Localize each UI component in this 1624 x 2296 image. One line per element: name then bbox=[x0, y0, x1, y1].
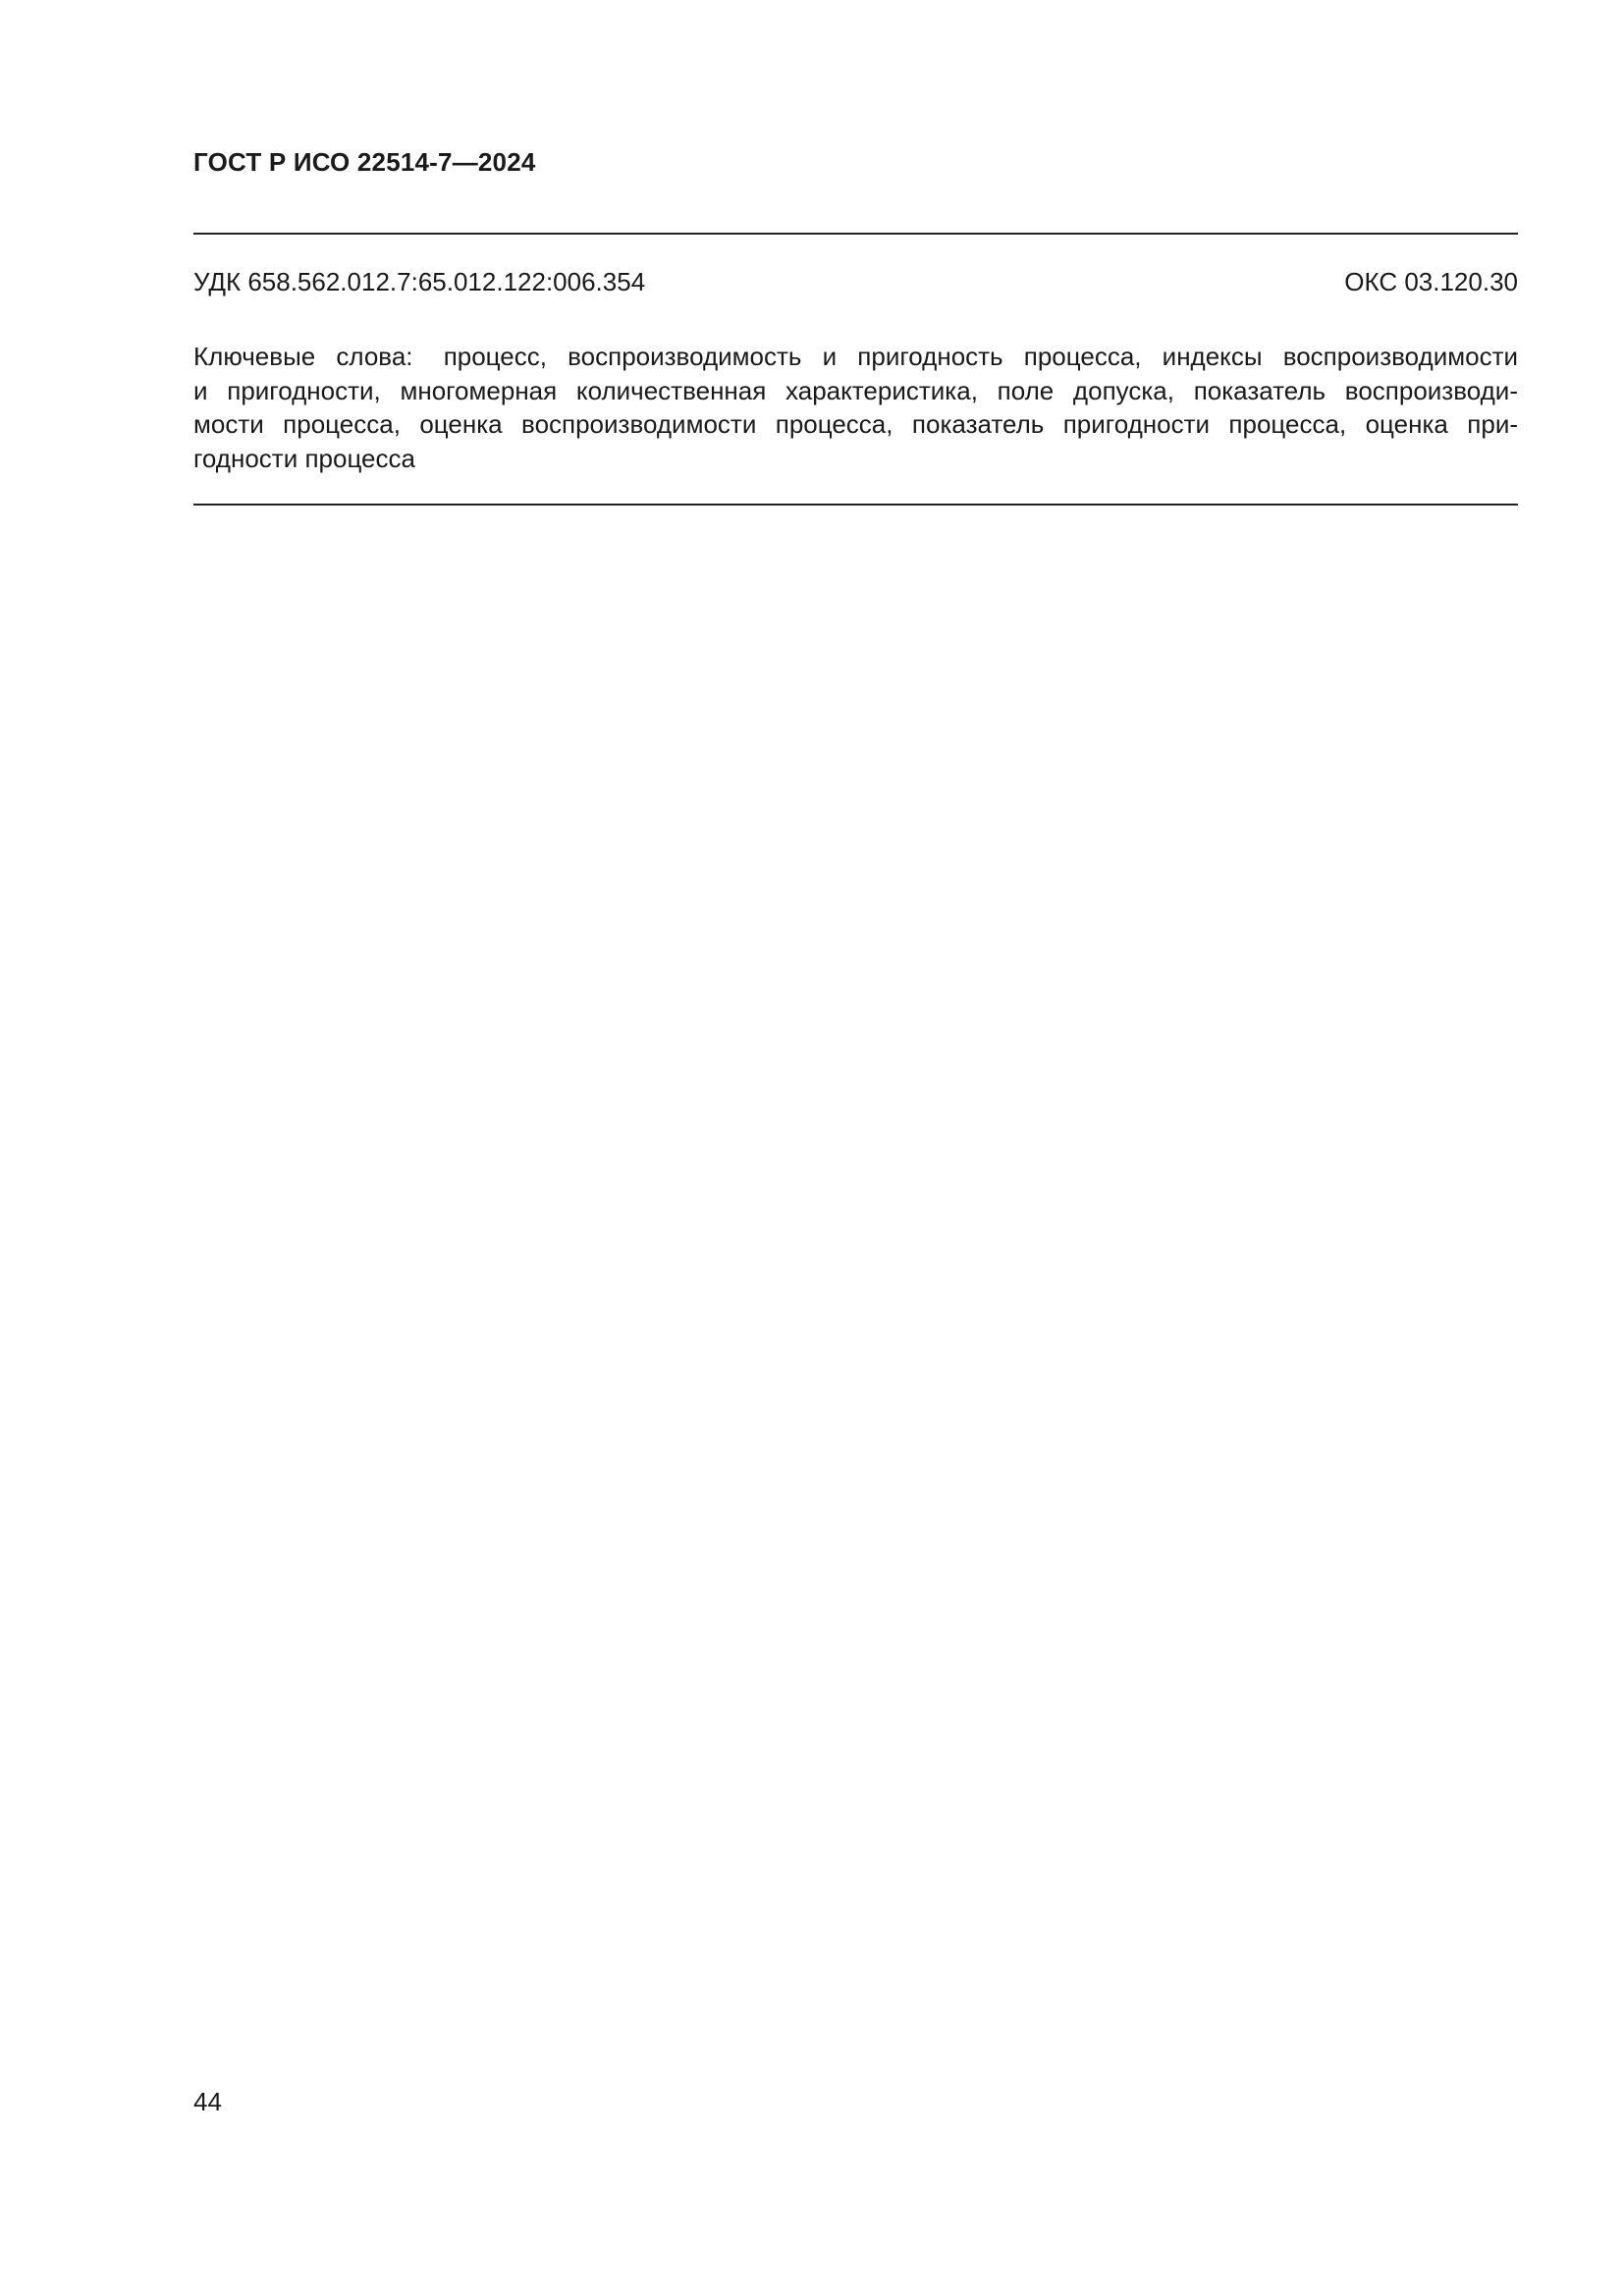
bottom-divider bbox=[193, 504, 1518, 506]
udk-code: УДК 658.562.012.7:65.012.122:006.354 bbox=[193, 267, 646, 296]
keywords-text: процесс, воспроизводимость и пригодность процесса, индексы воспроизводимости bbox=[443, 342, 1518, 371]
keywords-label: Ключевые слова: bbox=[193, 342, 413, 371]
keywords-line bbox=[193, 340, 1518, 374]
keywords-line: мости процесса, оценка воспроизводимости процесса, показатель пригодности процесса, оценка при- bbox=[193, 409, 1518, 439]
standard-code-header: ГОСТ Р ИСО 22514-7—2024 bbox=[193, 147, 536, 177]
keywords-line: годности процесса bbox=[193, 443, 415, 473]
oks-code: ОКС 03.120.30 bbox=[1344, 267, 1518, 296]
classification-row bbox=[193, 267, 1518, 297]
keywords-line: и пригодности, многомерная количественная характеристика, поле допуска, показатель воспроизводи- bbox=[193, 375, 1518, 405]
keywords-block bbox=[193, 340, 1518, 475]
top-divider bbox=[193, 233, 1518, 235]
page-number: 44 bbox=[193, 2087, 222, 2116]
